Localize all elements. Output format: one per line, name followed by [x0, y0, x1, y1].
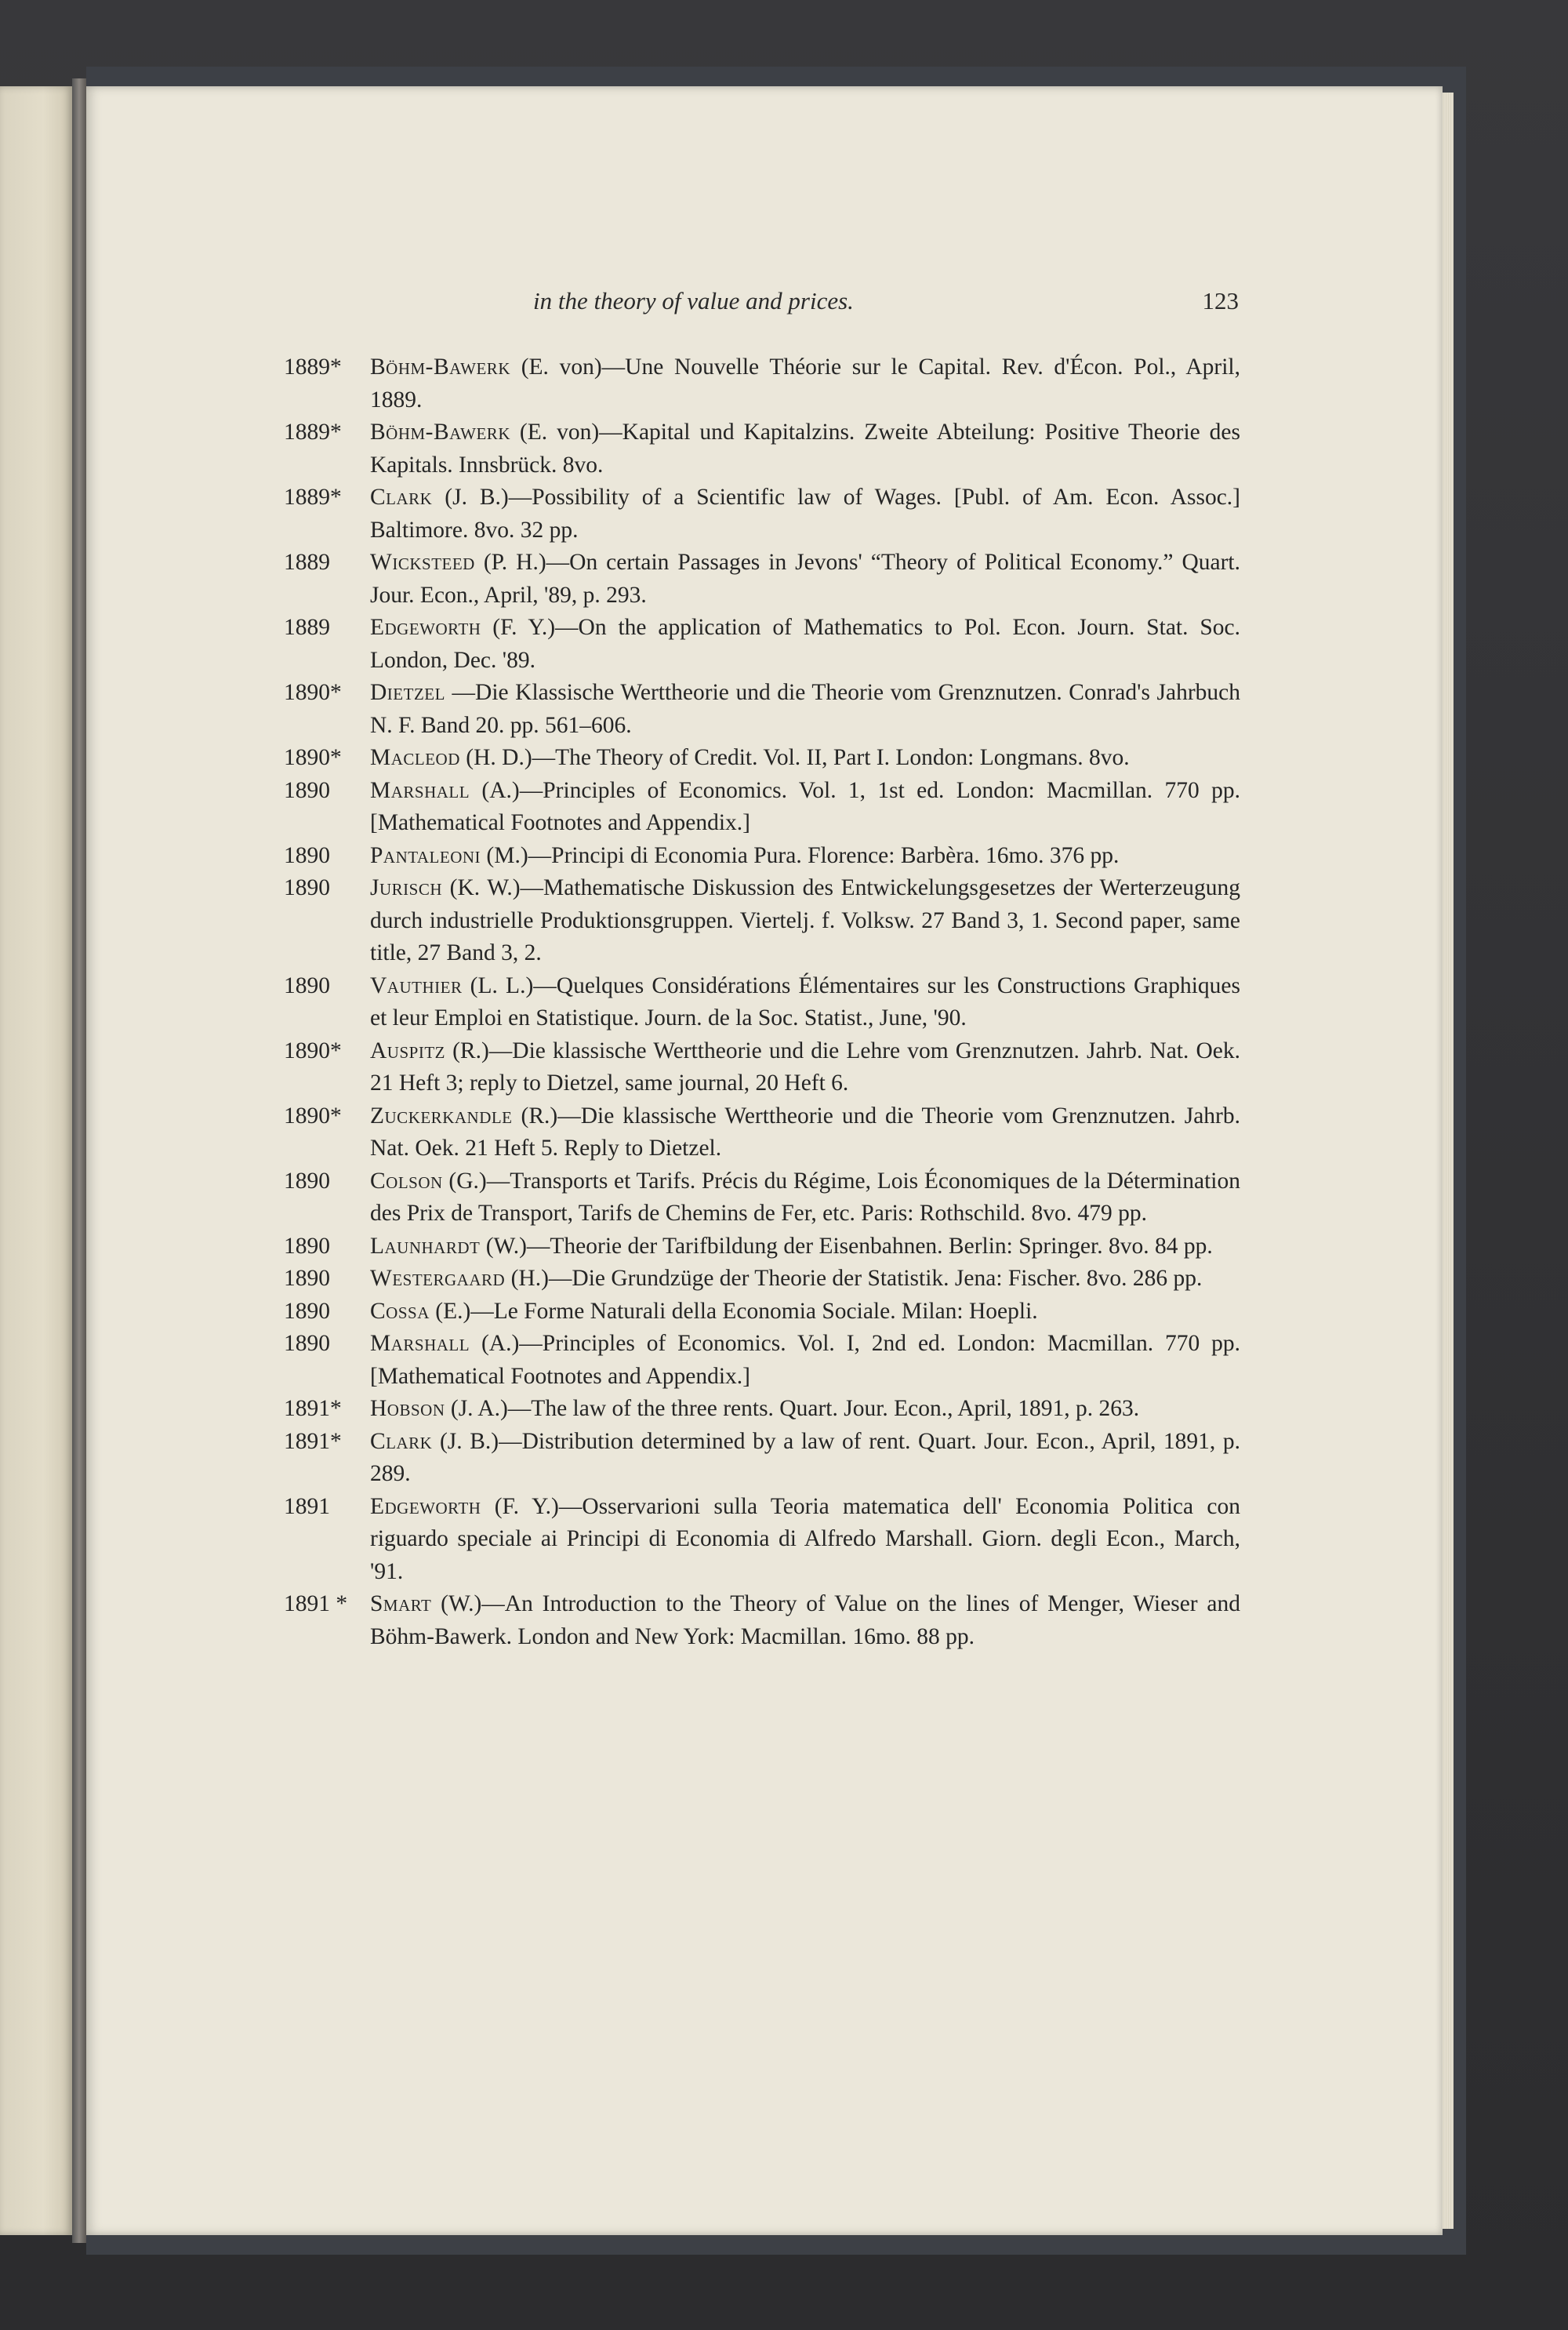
entry-text: (H. D.)—The Theory of Credit. Vol. II, Part I. London: Longmans. 8vo. [466, 745, 1130, 770]
entry-text: (P. H.)—On certain Passages in Jevons' “Theory of Political Economy.” Quart. Jour. Econ., April, '89, p. 293. [370, 550, 1241, 608]
entry-author: Böhm-Bawerk [370, 354, 510, 380]
entry-citation [370, 1165, 1240, 1230]
entry-year: 1890 [284, 875, 330, 900]
bibliography-entry [284, 612, 1240, 677]
entry-year: 1889 [284, 550, 330, 575]
bibliography-entry [284, 1263, 1240, 1296]
entry-year: 1890* [284, 1103, 342, 1129]
entry-citation [370, 872, 1240, 970]
entry-author: Launhardt [370, 1233, 481, 1259]
entry-citation [370, 1230, 1240, 1263]
entry-text: —Die Klassische Werttheorie und die Theorie vom Grenznutzen. Conrad's Jahrbuch N. F. Band 20. pp. 561–606. [370, 680, 1241, 738]
entry-author: Edgeworth [370, 615, 481, 640]
entry-year: 1890 [284, 1266, 330, 1291]
page-number: 123 [1202, 287, 1239, 314]
entry-author: Cossa [370, 1298, 430, 1324]
bibliography-entry [284, 547, 1240, 612]
entry-citation [370, 416, 1240, 482]
entry-author: Dietzel [370, 680, 445, 705]
entry-author: Wicksteed [370, 550, 475, 575]
entry-citation [370, 775, 1240, 840]
entry-year: 1890 [284, 1298, 330, 1324]
bibliography-entry [284, 775, 1240, 840]
entry-year: 1889* [284, 354, 342, 380]
bibliography-entry [284, 742, 1240, 775]
entry-text: (R.)—Die klassische Werttheorie und die Lehre vom Grenznutzen. Jahrb. Nat. Oek. 21 Heft 3; reply to Dietzel, same journal, 20 Heft 6. [370, 1038, 1240, 1096]
entry-author: Pantaleoni [370, 842, 481, 868]
entry-text: (J. B.)—Possibility of a Scientific law of Wages. [Publ. of Am. Econ. Assoc.] Baltimore. 8vo. 32 pp. [370, 485, 1241, 543]
bibliography-entry [284, 1035, 1240, 1100]
entry-text: (W.)—Theorie der Tarifbildung der Eisenbahnen. Berlin: Springer. 8vo. 84 pp. [485, 1233, 1213, 1259]
bibliography-entry [284, 416, 1240, 482]
entry-author: Böhm-Bawerk [370, 420, 510, 445]
entry-citation [370, 970, 1240, 1035]
entry-citation [370, 1296, 1240, 1329]
entry-text: (E. von)—Une Nouvelle Théorie sur le Capital. Rev. d'Écon. Pol., April, 1889. [370, 354, 1241, 413]
entry-author: Smart [370, 1591, 432, 1616]
entry-citation [370, 1426, 1240, 1491]
entry-author: Macleod [370, 745, 460, 770]
entry-citation [370, 482, 1240, 547]
entry-text: (F. Y.)—On the application of Mathematics to Pol. Econ. Journ. Stat. Soc. London, Dec. '89. [370, 615, 1240, 673]
bibliography-entry [284, 1426, 1240, 1491]
entry-text: (J. A.)—The law of the three rents. Quart. Jour. Econ., April, 1891, p. 263. [450, 1396, 1140, 1421]
entry-year: 1890 [284, 1168, 330, 1194]
entry-year: 1891* [284, 1396, 342, 1421]
bibliography-entry [284, 1328, 1240, 1393]
entry-citation [370, 840, 1240, 873]
entry-text: (E.)—Le Forme Naturali della Economia Sociale. Milan: Hoepli. [435, 1298, 1038, 1324]
entry-author: Colson [370, 1168, 443, 1194]
entry-year: 1889* [284, 420, 342, 445]
entry-text: (M.)—Principi di Economia Pura. Florence: Barbèra. 16mo. 376 pp. [486, 842, 1120, 868]
bibliography-entry [284, 1588, 1240, 1653]
bibliography-entry [284, 482, 1240, 547]
entry-year: 1890 [284, 842, 330, 868]
entry-citation [370, 677, 1240, 742]
entry-citation [370, 1588, 1240, 1653]
entry-text: (L. L.)—Quelques Considérations Élémentaires sur les Constructions Graphiques et leur Emploi en Statistique. Journ. de la Soc. Statist., June, '90. [370, 972, 1240, 1031]
entry-text: (G.)—Transports et Tarifs. Précis du Régime, Lois Économiques de la Détermination des Prix de Transport, Tarifs de Chemins de Fer, etc. Paris: Rothschild. 8vo. 479 pp. [370, 1168, 1240, 1226]
entry-author: Auspitz [370, 1038, 445, 1063]
entry-year: 1890 [284, 972, 330, 998]
entry-author: Westergaard [370, 1266, 506, 1291]
bibliography-entry [284, 1393, 1240, 1426]
entry-citation [370, 742, 1240, 775]
bibliography-entry [284, 840, 1240, 873]
book-gutter [72, 78, 86, 2243]
bibliography-entry [284, 677, 1240, 742]
entry-author: Clark [370, 485, 433, 510]
entry-year: 1890 [284, 777, 330, 803]
bibliography-entry [284, 970, 1240, 1035]
entry-citation [370, 1491, 1240, 1589]
running-title: in the theory of value and prices. [533, 287, 854, 314]
running-head [533, 287, 1239, 322]
entry-year: 1889 [284, 615, 330, 640]
entry-year: 1890* [284, 1038, 342, 1063]
entry-author: Marshall [370, 1331, 470, 1356]
entry-author: Marshall [370, 777, 470, 803]
entry-citation [370, 547, 1240, 612]
entry-text: (A.)—Principles of Economics. Vol. 1, 1st ed. London: Macmillan. 770 pp. [Mathematical Footnotes and Appendix.] [370, 777, 1240, 835]
entry-text: (R.)—Die klassische Werttheorie und die Theorie vom Grenznutzen. Jahrb. Nat. Oek. 21 Heft 5. Reply to Dietzel. [370, 1103, 1240, 1161]
entry-citation [370, 1328, 1240, 1393]
entry-year: 1889* [284, 485, 342, 510]
entry-text: (E. von)—Kapital und Kapitalzins. Zweite Abteilung: Positive Theorie des Kapitals. Innsbrück. 8vo. [370, 420, 1241, 478]
bibliography-list [284, 351, 1240, 1653]
entry-text: (A.)—Principles of Economics. Vol. I, 2nd ed. London: Macmillan. 770 pp. [Mathematical Footnotes and Appendix.] [370, 1331, 1241, 1389]
bibliography-entry [284, 1165, 1240, 1230]
entry-author: Hobson [370, 1396, 445, 1421]
entry-text: (K. W.)—Mathematische Diskussion des Entwickelungsgesetzes der Werterzeugung durch industrielle Produktionsgruppen. Viertelj. f. Volksw. 27 Band 3, 1. Second paper, same title, 27 Band 3, 2. [370, 875, 1241, 965]
bibliography-entry [284, 872, 1240, 970]
entry-author: Jurisch [370, 875, 442, 900]
entry-author: Vauthier [370, 972, 463, 998]
entry-text: (H.)—Die Grundzüge der Theorie der Statistik. Jena: Fischer. 8vo. 286 pp. [510, 1266, 1203, 1291]
entry-text: (F. Y.)—Osservarioni sulla Teoria matematica dell' Economia Politica con riguardo speciale ai Principi di Economia di Alfredo Marshall. Giorn. degli Econ., March, '91. [370, 1493, 1241, 1584]
entry-year: 1890* [284, 680, 342, 705]
entry-text: (J. B.)—Distribution determined by a law of rent. Quart. Jour. Econ., April, 1891, p. 289. [370, 1428, 1241, 1486]
entry-citation [370, 351, 1240, 416]
bibliography-entry [284, 351, 1240, 416]
entry-author: Zuckerkandle [370, 1103, 513, 1129]
bibliography-entry [284, 1296, 1240, 1329]
entry-author: Edgeworth [370, 1493, 481, 1519]
bibliography-entry [284, 1491, 1240, 1589]
entry-author: Clark [370, 1428, 433, 1454]
entry-citation [370, 1393, 1240, 1426]
entry-citation [370, 612, 1240, 677]
entry-year: 1891 * [284, 1591, 348, 1616]
entry-citation [370, 1035, 1240, 1100]
entry-year: 1890* [284, 745, 342, 770]
entry-year: 1890 [284, 1233, 330, 1259]
page-stack-edge [1443, 93, 1454, 2229]
entry-citation [370, 1263, 1240, 1296]
bibliography-entry [284, 1100, 1240, 1165]
bibliography-entry [284, 1230, 1240, 1263]
entry-year: 1890 [284, 1331, 330, 1356]
left-page-edge [0, 86, 72, 2235]
entry-year: 1891* [284, 1428, 342, 1454]
entry-text: (W.)—An Introduction to the Theory of Value on the lines of Menger, Wieser and Böhm-Bawerk. London and New York: Macmillan. 16mo. 88 pp. [370, 1591, 1241, 1649]
entry-year: 1891 [284, 1493, 330, 1519]
entry-citation [370, 1100, 1240, 1165]
